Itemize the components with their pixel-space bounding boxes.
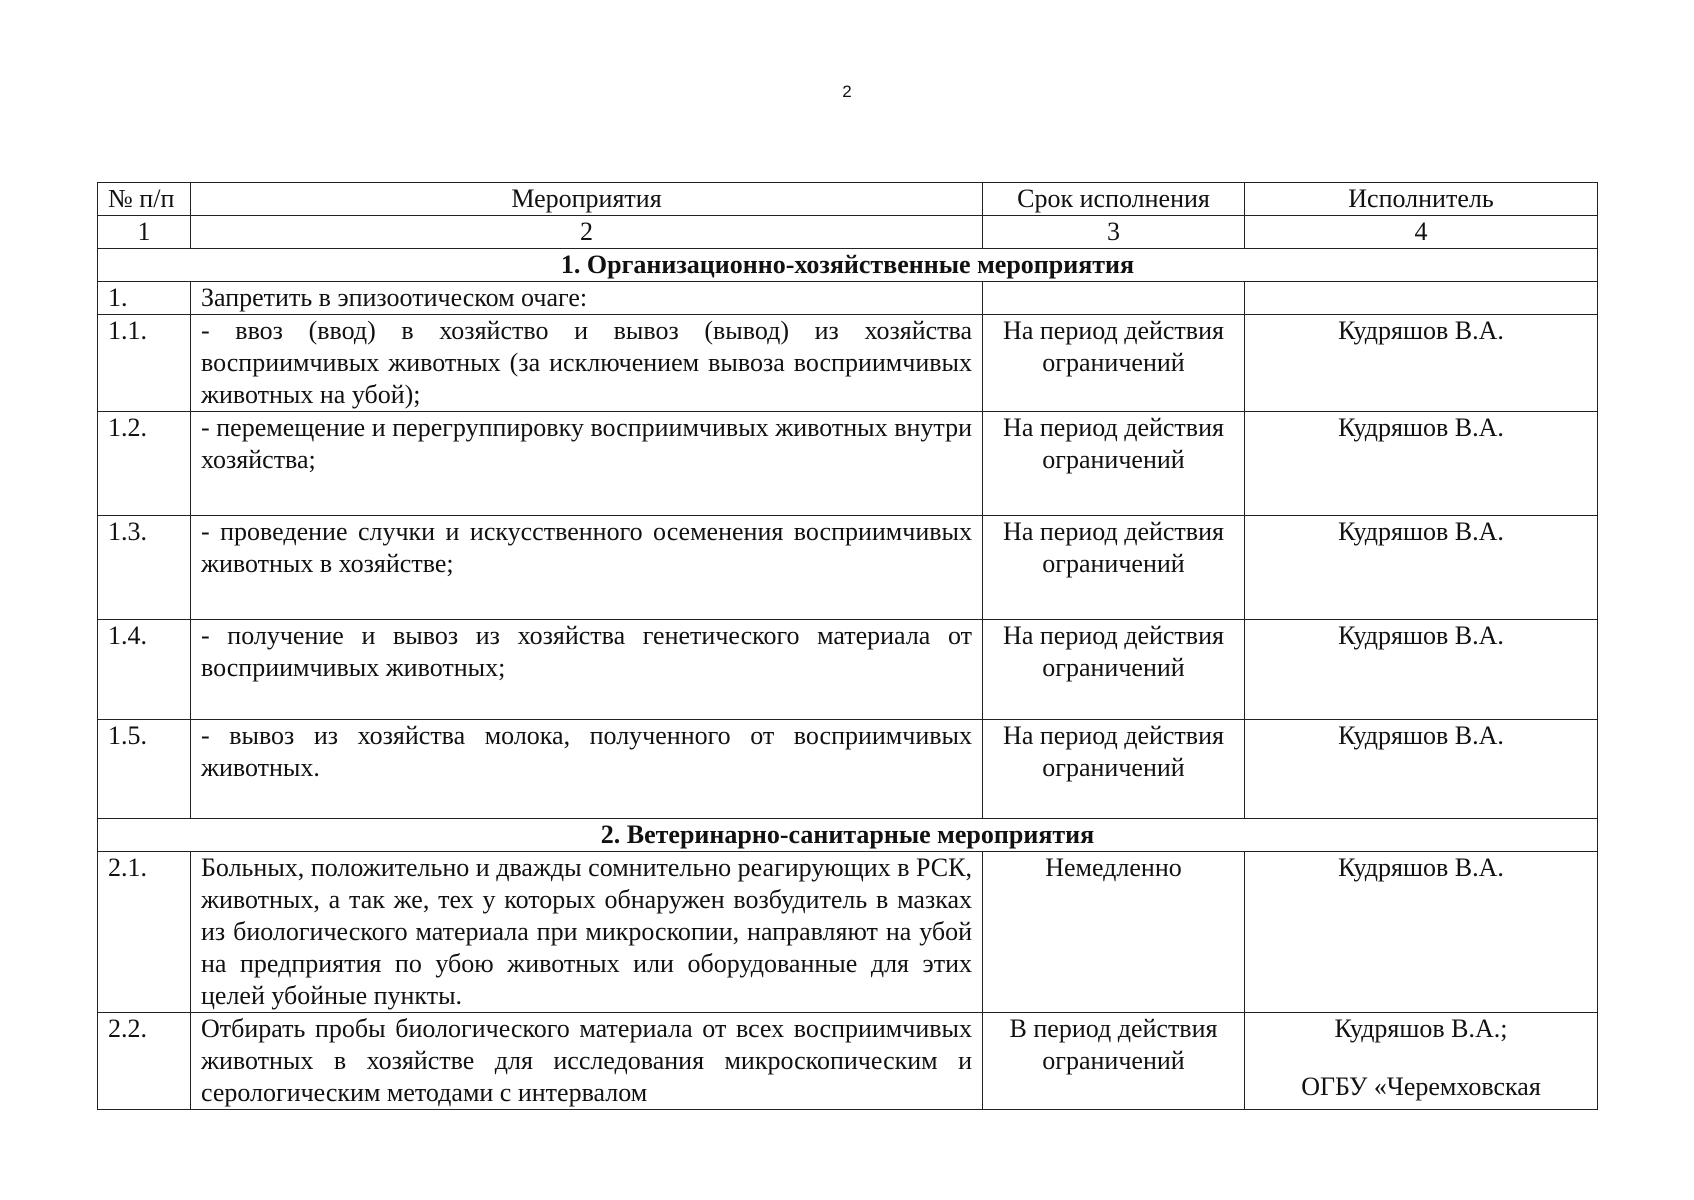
row-term: На период действия ограничений [983, 315, 1245, 412]
table-row [98, 720, 1598, 819]
row-measure: Запретить в эпизоотическом очаге: [191, 282, 983, 315]
table-row [98, 852, 1598, 1013]
row-term: На период действия ограничений [983, 720, 1245, 819]
column-number: 2 [191, 216, 983, 249]
row-number: 1.4. [98, 620, 191, 720]
row-term [983, 282, 1245, 315]
section-row [98, 819, 1598, 852]
header-number: № п/п [98, 183, 191, 216]
row-executor [1245, 1013, 1598, 1110]
row-number: 1.2. [98, 412, 191, 516]
table-row [98, 1013, 1598, 1110]
row-number: 1.3. [98, 516, 191, 620]
section-row [98, 249, 1598, 282]
row-term: На период действия ограничений [983, 620, 1245, 720]
column-number: 3 [983, 216, 1245, 249]
executor-line: Кудряшов В.А.; [1334, 1014, 1508, 1043]
row-number: 2.1. [98, 852, 191, 1013]
row-executor: Кудряшов В.А. [1245, 412, 1598, 516]
executor-line: ОГБУ «Черемховская [1301, 1072, 1541, 1101]
header-term: Срок исполнения [983, 183, 1245, 216]
row-term: На период действия ограничений [983, 412, 1245, 516]
row-executor [1245, 282, 1598, 315]
row-executor: Кудряшов В.А. [1245, 620, 1598, 720]
table-row [98, 620, 1598, 720]
row-term: На период действия ограничений [983, 516, 1245, 620]
row-number: 2.2. [98, 1013, 191, 1110]
row-executor: Кудряшов В.А. [1245, 852, 1598, 1013]
table-header-row [98, 183, 1598, 216]
section-title: 1. Организационно-хозяйственные мероприятия [98, 249, 1598, 282]
row-executor: Кудряшов В.А. [1245, 315, 1598, 412]
column-number: 4 [1245, 216, 1598, 249]
row-measure: - ввоз (ввод) в хозяйство и вывоз (вывод) из хозяйства восприимчивых животных (за исключением вывоза восприимчивых животных на убой); [191, 315, 983, 412]
row-measure: - перемещение и перегруппировку восприимчивых животных внутри хозяйства; [191, 412, 983, 516]
column-number-row [98, 216, 1598, 249]
row-term: В период действия ограничений [983, 1013, 1245, 1110]
header-executor: Исполнитель [1245, 183, 1598, 216]
page-number: 2 [842, 82, 852, 101]
row-number: 1.5. [98, 720, 191, 819]
header-measures: Мероприятия [191, 183, 983, 216]
table-row [98, 282, 1598, 315]
table-row [98, 412, 1598, 516]
row-measure: - проведение случки и искусственного осеменения восприимчивых животных в хозяйстве; [191, 516, 983, 620]
measures-table [97, 182, 1598, 1110]
table-row [98, 516, 1598, 620]
row-measure: - получение и вывоз из хозяйства генетического материала от восприимчивых животных; [191, 620, 983, 720]
row-measure: Больных, положительно и дважды сомнительно реагирующих в РСК, животных, а так же, тех у которых обнаружен возбудитель в мазках из биологического материала при микроскопии, направляют на убой на предприятия по убою животных или оборудованные для этих целей убойные пункты. [191, 852, 983, 1013]
row-measure: - вывоз из хозяйства молока, полученного от восприимчивых животных. [191, 720, 983, 819]
row-executor: Кудряшов В.А. [1245, 516, 1598, 620]
column-number: 1 [98, 216, 191, 249]
row-number: 1. [98, 282, 191, 315]
table-row [98, 315, 1598, 412]
row-measure: Отбирать пробы биологического материала от всех восприимчивых животных в хозяйстве для исследования микроскопическим и серологическим методами с интервалом [191, 1013, 983, 1110]
row-term: Немедленно [983, 852, 1245, 1013]
row-executor: Кудряшов В.А. [1245, 720, 1598, 819]
section-title: 2. Ветеринарно-санитарные мероприятия [98, 819, 1598, 852]
row-number: 1.1. [98, 315, 191, 412]
